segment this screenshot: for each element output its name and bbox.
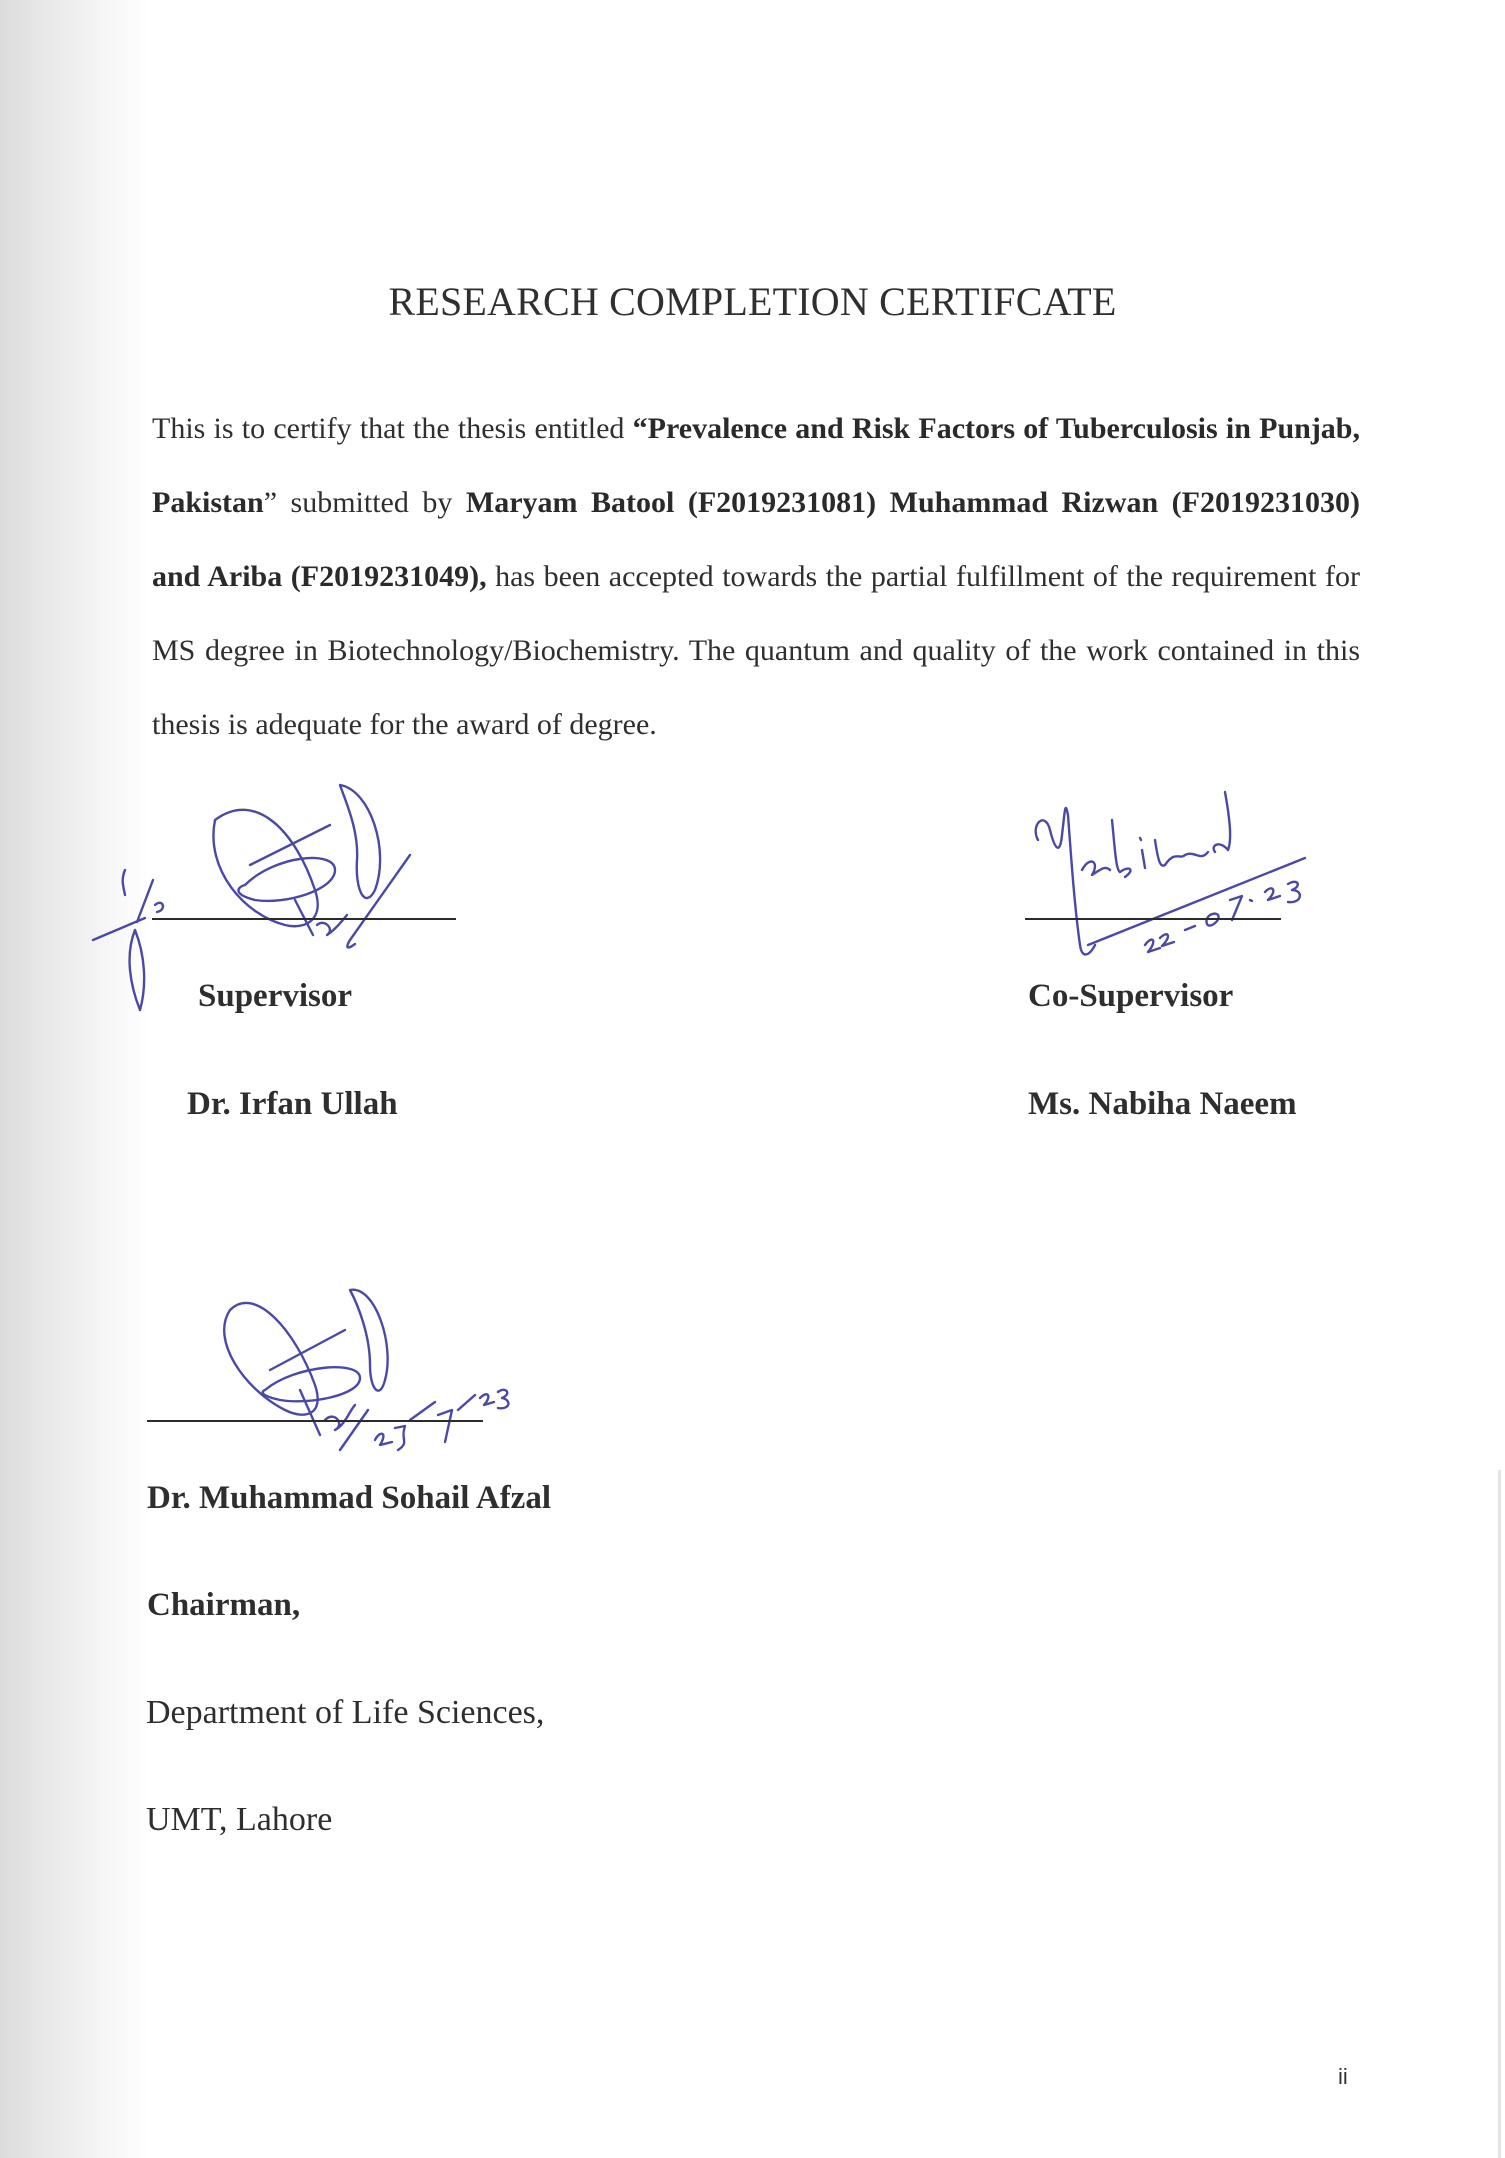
supervisor-signature <box>85 770 415 1010</box>
body-intro: This is to certify that the thesis entitled <box>152 412 633 445</box>
certificate-body <box>152 392 1360 762</box>
institution-name: UMT, Lahore <box>146 1801 333 1838</box>
supervisor-signature-line <box>152 918 456 920</box>
thesis-title: “Prevalence and Risk Factors of Tuberculosis in Punjab, Pakistan <box>152 412 1360 519</box>
body-rest: has been accepted towards the partial fulfillment of the requirement for MS degree in Biotechnology/Biochemistry. The quantum and quality of the work contained in this thesis is adequate for the award of degree. <box>152 560 1360 741</box>
supervisor-name: Dr. Irfan Ullah <box>187 1086 398 1122</box>
co-supervisor-name: Ms. Nabiha Naeem <box>1028 1086 1297 1122</box>
page-number: ii <box>1338 2064 1348 2089</box>
department-name: Department of Life Sciences, <box>146 1694 545 1731</box>
scan-edge-right <box>1498 1470 1501 2158</box>
chairman-role: Chairman, <box>147 1587 301 1623</box>
submitted-by: submitted by <box>277 486 466 519</box>
chairman-signature-line <box>147 1420 483 1422</box>
co-supervisor-role: Co-Supervisor <box>1028 978 1234 1014</box>
co-supervisor-signature-line <box>1025 918 1281 920</box>
supervisor-role: Supervisor <box>198 978 353 1014</box>
certificate-title: RESEARCH COMPLETION CERTIFCATE <box>388 279 1117 324</box>
chairman-signature <box>200 1270 540 1460</box>
close-quote: ” <box>263 486 278 519</box>
chairman-name: Dr. Muhammad Sohail Afzal <box>147 1480 551 1516</box>
student-list: Maryam Batool (F2019231081) Muhammad Rizwan (F2019231030) and Ariba (F2019231049), <box>152 486 1360 593</box>
co-supervisor-signature <box>1020 780 1340 980</box>
